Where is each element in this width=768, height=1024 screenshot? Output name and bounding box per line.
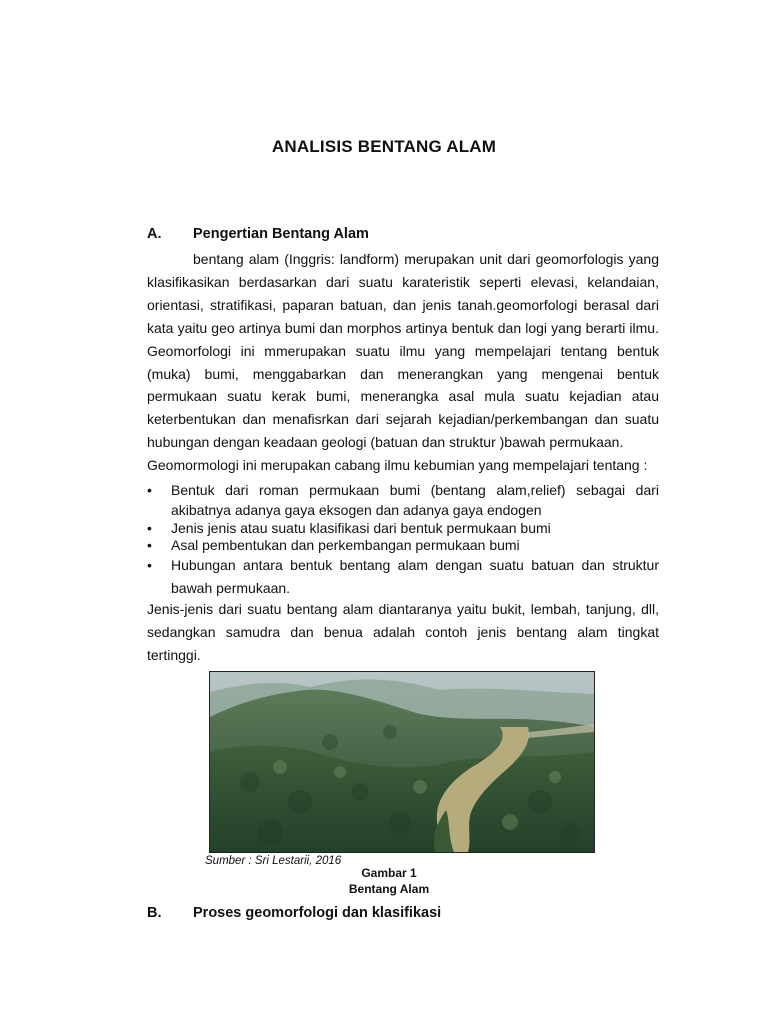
- document-title: ANALISIS BENTANG ALAM: [271, 137, 497, 156]
- figure-caption-number: Gambar 1: [361, 866, 417, 880]
- closing-paragraph: [147, 598, 659, 667]
- closing-text: Jenis-jenis dari suatu bentang alam diantaranya yaitu bukit, lembah, tanjung, dll, sedangkan samudra dan benua adalah contoh jenis bentang alam tingkat tertinggi.: [147, 601, 659, 663]
- aerial-forest-river-image: [210, 672, 594, 852]
- bullet-list: [147, 480, 659, 600]
- section-a-title: Pengertian Bentang Alam: [193, 226, 369, 242]
- image-source: Sumber : Sri Lestarii, 2016: [205, 855, 342, 867]
- section-b-number: B.: [147, 905, 162, 921]
- list-item: • Bentuk dari roman permukaan bumi (bentang alam,relief) sebagai dari akibatnya adanya gaya eksogen dan adanya gaya endogen: [147, 480, 659, 520]
- list-item: • Jenis jenis atau suatu klasifikasi dari bentuk permukaan bumi: [147, 520, 659, 537]
- section-b-title: Proses geomorfologi dan klasifikasi: [193, 905, 442, 921]
- section-a-lead-in: Geomormologi ini merupakan cabang ilmu kebumian yang mempelajari tentang :: [147, 457, 648, 474]
- list-item: • Hubungan antara bentuk bentang alam dengan suatu batuan dan struktur bawah permukaan.: [147, 554, 659, 600]
- figure-caption-title: Bentang Alam: [348, 882, 430, 896]
- section-a-number: A.: [147, 226, 162, 242]
- list-item: • Asal pembentukan dan perkembangan permukaan bumi: [147, 537, 659, 554]
- section-b-heading: [147, 905, 441, 921]
- section-a-body: [147, 248, 659, 477]
- section-a-paragraph: bentang alam (Inggris: landform) merupakan unit dari geomorfologis yang klasifikasikan berdasarkan dari suatu karateristik seperti elevasi, kelandaian, orientasi, stratifikasi, paparan batuan, dan jenis tanah.geomorfologi berasal dari kata yaitu geo artinya bumi dan morphos artinya bentuk dan logi yang berarti ilmu. Geomorfologi ini mmerupakan suatu ilmu yang mempelajari tentang bentuk (muka) bumi, menggabarkan dan menerangkan yang mengenai bentuk permukaan suatu kerak bumi, menerangka asal mula suatu kejadian atau keterbentukan dan menafisrkan dari sejarah kejadian/perkembangan dan suatu hubungan dengan keadaan geologi (batuan dan struktur )bawah permukaan.: [147, 251, 659, 451]
- landscape-photo: [209, 671, 595, 853]
- section-a-heading: [147, 226, 369, 242]
